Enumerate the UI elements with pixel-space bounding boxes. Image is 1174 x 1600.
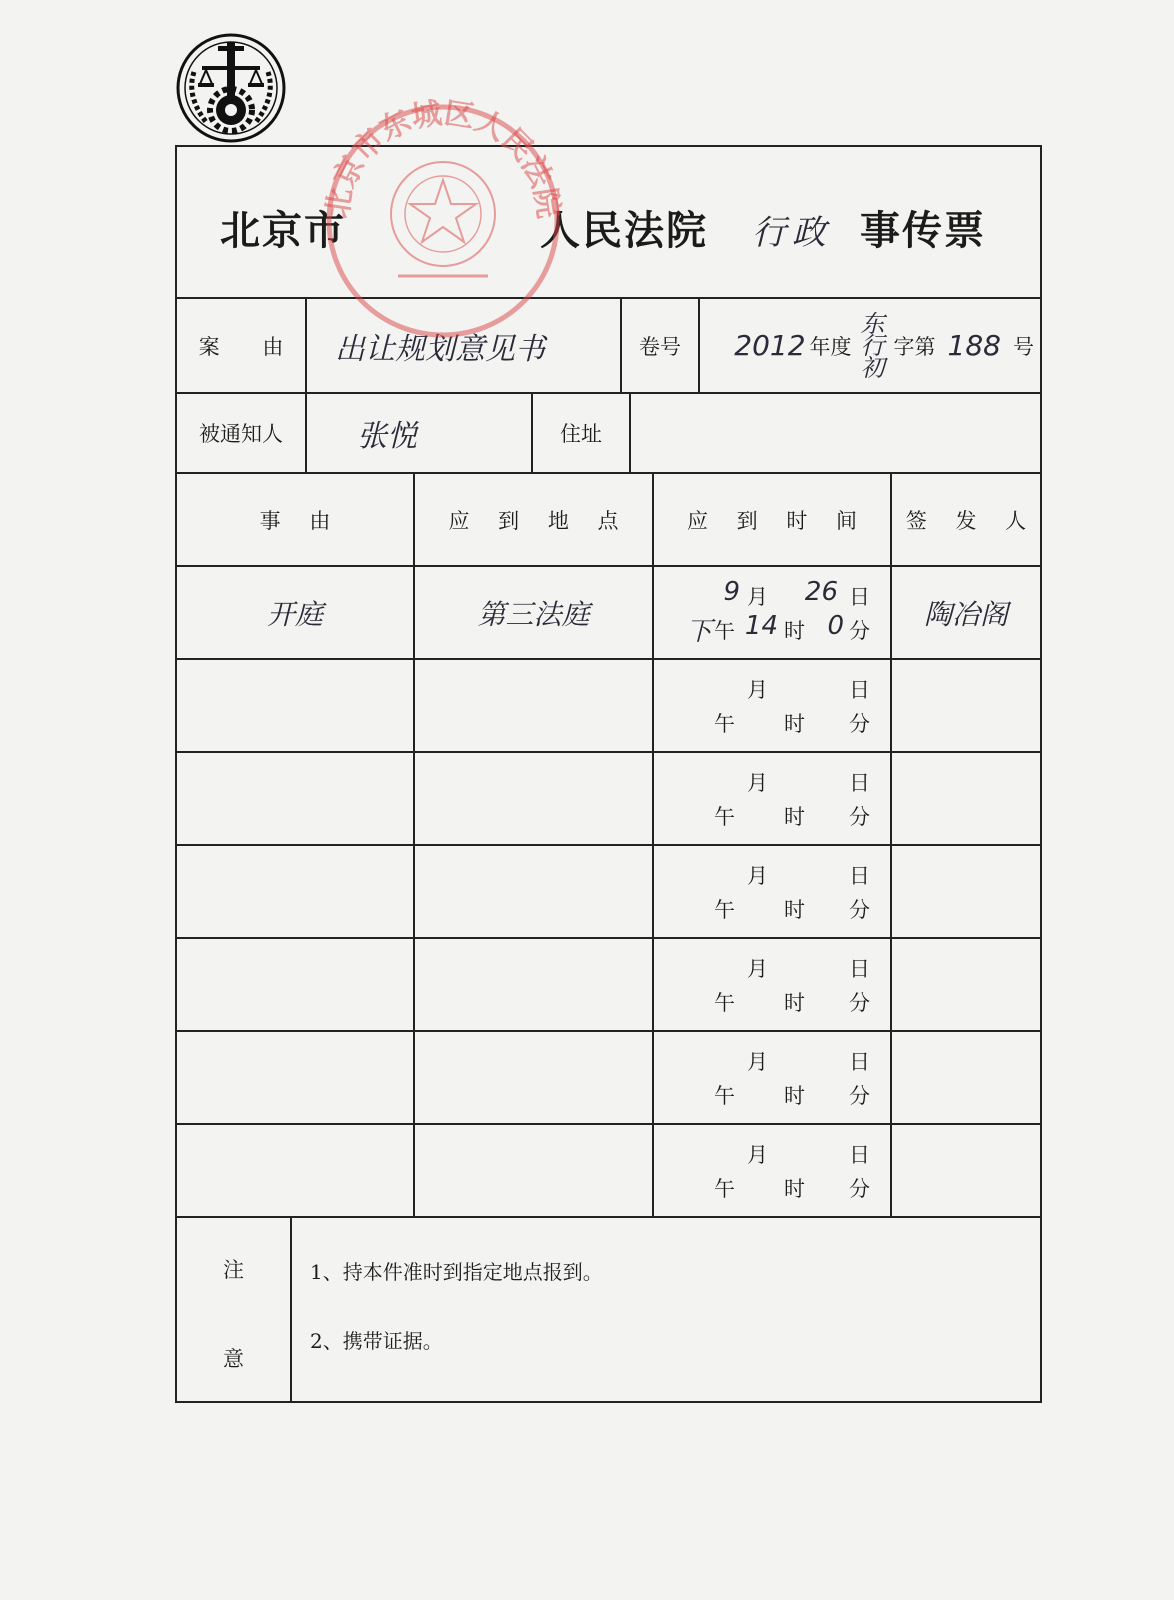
table-row <box>177 846 1042 939</box>
volume-word-no: 字第 <box>893 334 936 359</box>
volume-prefix: 东行初 <box>860 309 885 382</box>
entry-time <box>654 1032 892 1125</box>
entry-signer <box>892 660 1042 753</box>
entry-reason <box>177 1032 415 1125</box>
entry-signer <box>892 753 1042 846</box>
notes-label-top: 注 <box>223 1258 244 1282</box>
entry-reason <box>177 1125 415 1218</box>
table-row <box>177 1032 1042 1125</box>
time-day-label: 日 <box>849 1143 870 1167</box>
table-row <box>177 660 1042 753</box>
time-ampm-label: 午 <box>714 712 735 736</box>
time-hour-label: 时 <box>784 805 805 829</box>
title-case-type: 行政 <box>752 213 832 253</box>
entry-time <box>654 939 892 1032</box>
table-row <box>177 753 1042 846</box>
time-minute-label: 分 <box>849 898 870 922</box>
header-time: 应 到 时 间 <box>654 474 892 567</box>
entry-place <box>415 1125 654 1218</box>
volume-year: 2012 <box>734 329 806 362</box>
time-hour-label: 时 <box>784 1084 805 1108</box>
entry-time <box>654 753 892 846</box>
time-day-label: 日 <box>849 678 870 702</box>
court-emblem-icon <box>172 32 290 144</box>
notes-text <box>292 1218 1042 1403</box>
address-value <box>631 394 1042 474</box>
time-day-label: 日 <box>849 771 870 795</box>
time-month-label: 月 <box>747 957 768 981</box>
entry-place <box>415 753 654 846</box>
table-row <box>177 939 1042 1032</box>
time-hour-label: 时 <box>784 1177 805 1201</box>
entry-signer: 陶冶阁 <box>892 567 1042 660</box>
header-place: 应 到 地 点 <box>415 474 654 567</box>
entry-reason <box>177 939 415 1032</box>
time-hour-label: 时 <box>784 898 805 922</box>
time-minute-label: 分 <box>849 1084 870 1108</box>
time-hour-label: 时 <box>784 991 805 1015</box>
time-ampm-label: 午 <box>714 805 735 829</box>
volume-label: 卷号 <box>622 299 700 394</box>
svg-text:北京市东城区人民法院: 北京市东城区人民法院 <box>320 96 566 221</box>
time-month-label: 月 <box>747 771 768 795</box>
time-hour-label: 时 <box>784 619 805 643</box>
entry-signer <box>892 939 1042 1032</box>
entry-place <box>415 939 654 1032</box>
time-month-value: 9 <box>723 577 740 607</box>
time-ampm-label: 午 <box>714 1084 735 1108</box>
time-ampm-label: 午 <box>714 619 735 643</box>
entry-reason <box>177 753 415 846</box>
time-minute-label: 分 <box>849 991 870 1015</box>
time-day-label: 日 <box>849 864 870 888</box>
time-hour-value: 14 <box>744 611 778 641</box>
time-minute-label: 分 <box>849 712 870 736</box>
time-month-label: 月 <box>747 1143 768 1167</box>
time-minute-value: 0 <box>827 611 844 641</box>
entry-signer <box>892 846 1042 939</box>
time-ampm-label: 午 <box>714 991 735 1015</box>
volume-value <box>700 299 1042 394</box>
title-ticket: 事传票 <box>860 207 986 254</box>
entry-place <box>415 1032 654 1125</box>
case-row <box>177 299 1042 394</box>
entry-signer <box>892 1125 1042 1218</box>
entry-place: 第三法庭 <box>415 567 654 660</box>
time-day-label: 日 <box>849 957 870 981</box>
notified-label: 被通知人 <box>177 394 307 474</box>
entry-time <box>654 660 892 753</box>
time-month-label: 月 <box>747 678 768 702</box>
time-month-label: 月 <box>747 585 768 609</box>
entry-time <box>654 846 892 939</box>
volume-year-suffix: 年度 <box>809 334 852 359</box>
entry-reason <box>177 660 415 753</box>
summons-entries <box>177 567 1042 1218</box>
header-signer: 签 发 人 <box>892 474 1042 567</box>
notes-row <box>177 1218 1042 1403</box>
title-row <box>177 147 1042 299</box>
title-court: 人民法院 <box>540 207 708 254</box>
time-day-value: 26 <box>804 577 838 607</box>
header-reason: 事 由 <box>177 474 415 567</box>
entry-time <box>654 567 892 660</box>
summons-form <box>175 145 1042 1403</box>
time-month-label: 月 <box>747 864 768 888</box>
entry-reason <box>177 846 415 939</box>
address-label: 住址 <box>533 394 631 474</box>
volume-number: 188 <box>947 329 1001 362</box>
time-day-label: 日 <box>849 585 870 609</box>
notified-row <box>177 394 1042 474</box>
time-day-label: 日 <box>849 1050 870 1074</box>
entry-place <box>415 846 654 939</box>
entry-signer <box>892 1032 1042 1125</box>
time-minute-label: 分 <box>849 619 870 643</box>
table-row <box>177 567 1042 660</box>
time-ampm-label: 午 <box>714 898 735 922</box>
table-header-row <box>177 474 1042 567</box>
entry-reason: 开庭 <box>177 567 415 660</box>
time-ampm-label: 午 <box>714 1177 735 1201</box>
case-reason-value: 出让规划意见书 <box>307 299 622 394</box>
entry-time <box>654 1125 892 1218</box>
title-cell <box>177 147 1042 299</box>
entry-place <box>415 660 654 753</box>
notes-label <box>177 1218 292 1403</box>
volume-number-suffix: 号 <box>1013 334 1034 359</box>
notified-name: 张悦 <box>307 394 533 474</box>
time-minute-label: 分 <box>849 1177 870 1201</box>
title-city: 北京市 <box>220 207 346 254</box>
time-ampm-value: 下 <box>685 617 712 647</box>
note-item: 2、携带证据。 <box>310 1329 443 1353</box>
note-item: 1、持本件准时到指定地点报到。 <box>310 1260 603 1284</box>
notes-label-bottom: 意 <box>223 1347 244 1371</box>
time-minute-label: 分 <box>849 805 870 829</box>
time-month-label: 月 <box>747 1050 768 1074</box>
case-reason-label: 案 由 <box>177 299 307 394</box>
table-row <box>177 1125 1042 1218</box>
time-hour-label: 时 <box>784 712 805 736</box>
